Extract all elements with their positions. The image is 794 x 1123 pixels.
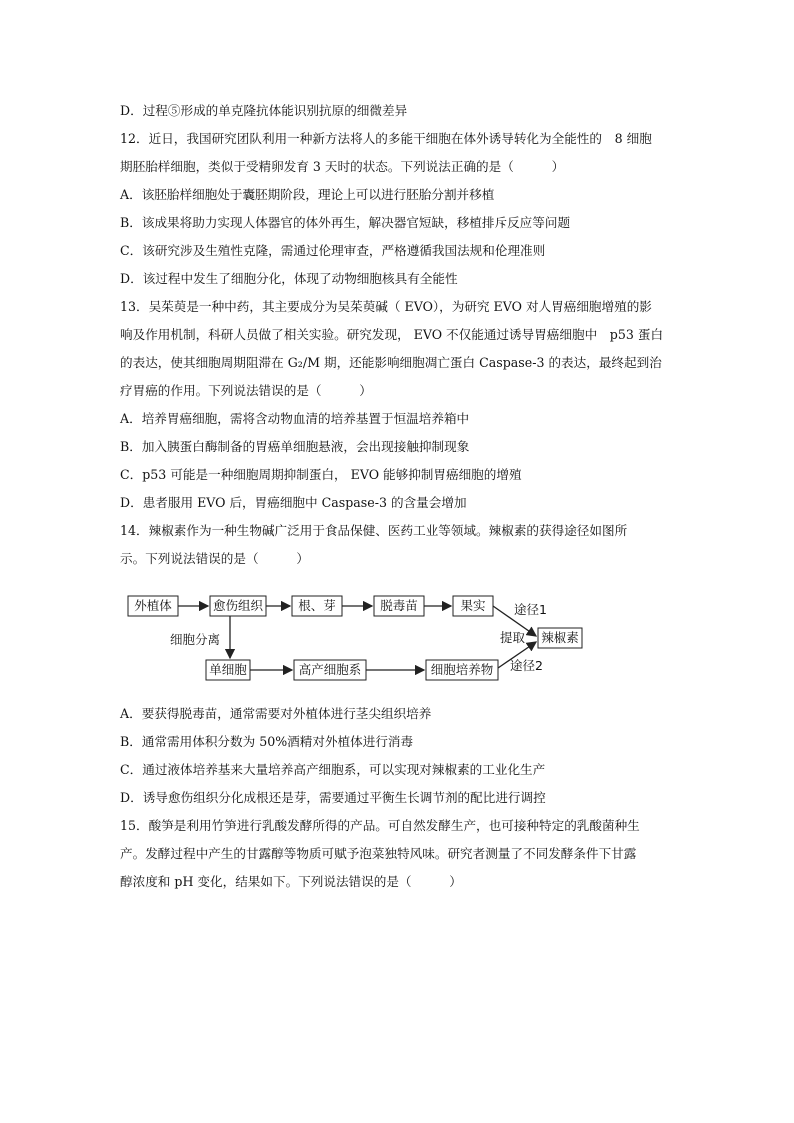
q15-stem-line3: 醇浓度和 pH 变化，结果如下。下列说法错误的是（ ）	[120, 874, 462, 889]
q14-option-b: B．通常需用体积分数为 50%酒精对外植体进行消毒	[120, 734, 414, 749]
svg-text:细胞培养物: 细胞培养物	[430, 662, 494, 677]
q12-stem-line1: 12．近日，我国研究团队利用一种新方法将人的多能干细胞在体外诱导转化为全能性的 8 细胞	[120, 131, 652, 146]
q12-option-d: D．该过程中发生了细胞分化，体现了动物细胞核具有全能性	[120, 271, 458, 286]
q15-stem-line2: 产。发酵过程中产生的甘露醇等物质可赋予泡菜独特风味。研究者测量了不同发酵条件下甘露	[120, 846, 637, 861]
svg-text:单细胞: 单细胞	[209, 662, 247, 677]
node-high-yield-cell-line	[294, 660, 366, 680]
label-route2: 途径2	[510, 658, 543, 673]
q13-option-c: C．p53 可能是一种细胞周期抑制蛋白， EVO 能够抑制胃癌细胞的增殖	[120, 467, 522, 482]
q15-stem-line1: 15．酸笋是利用竹笋进行乳酸发酵所得的产品。可自然发酵生产，也可接种特定的乳酸菌种生	[120, 818, 640, 833]
q13-option-a: A．培养胃癌细胞，需将含动物血清的培养基置于恒温培养箱中	[120, 411, 470, 426]
q11-option-d: D．过程⑤形成的单克隆抗体能识别抗原的细微差异	[120, 103, 408, 118]
q12-option-c: C．该研究涉及生殖性克隆，需通过伦理审查，严格遵循我国法规和伦理准则	[120, 243, 546, 258]
svg-text:果实: 果实	[460, 598, 486, 613]
label-route1: 途径1	[514, 602, 547, 617]
node-explant	[128, 596, 178, 616]
q12-stem-line2: 期胚胎样细胞，类似于受精卵发育 3 天时的状态。下列说法正确的是（ ）	[120, 159, 565, 174]
label-cell-separation: 细胞分离	[170, 632, 221, 647]
label-extract: 提取	[500, 630, 526, 645]
svg-text:外植体: 外植体	[134, 598, 172, 613]
svg-text:高产细胞系: 高产细胞系	[298, 662, 362, 677]
svg-text:愈伤组织: 愈伤组织	[212, 598, 264, 613]
q14-option-d: D．诱导愈伤组织分化成根还是芽，需要通过平衡生长调节剂的配比进行调控	[120, 790, 546, 805]
svg-text:根、芽: 根、芽	[298, 598, 336, 613]
q12-option-a: A．该胚胎样细胞处于囊胚期阶段，理论上可以进行胚胎分割并移植	[120, 187, 495, 202]
q13-option-d: D．患者服用 EVO 后，胃癌细胞中 Caspase-3 的含量会增加	[120, 495, 467, 510]
node-cell-culture-product	[426, 660, 498, 680]
q13-option-b: B．加入胰蛋白酶制备的胃癌单细胞悬液，会出现接触抑制现象	[120, 439, 470, 454]
q13-stem-line3: 的表达，使其细胞周期阻滞在 G₂/M 期，还能影响细胞凋亡蛋白 Caspase-3 的表达，最终起到治	[120, 355, 662, 370]
q13-stem-line4: 疗胃癌的作用。下列说法错误的是（ ）	[120, 383, 372, 398]
svg-text:脱毒苗: 脱毒苗	[380, 598, 418, 613]
capsaicin-pathway-diagram	[120, 588, 590, 688]
node-single-cell	[206, 660, 250, 680]
q13-stem-line2: 响及作用机制，科研人员做了相关实验。研究发现， EVO 不仅能通过诱导胃癌细胞中 p53 蛋白	[120, 327, 664, 342]
svg-text:辣椒素: 辣椒素	[541, 630, 579, 645]
q14-stem-line1: 14．辣椒素作为一种生物碱广泛用于食品保健、医药工业等领域。辣椒素的获得途径如图所	[120, 523, 628, 538]
pathway-svg	[120, 588, 590, 688]
node-capsaicin	[538, 628, 582, 648]
node-root-bud	[292, 596, 342, 616]
node-callus	[210, 596, 266, 616]
q14-stem-line2: 示。下列说法错误的是（ ）	[120, 551, 309, 566]
node-fruit	[453, 596, 493, 616]
node-virus-free-seedling	[374, 596, 424, 616]
q12-option-b: B．该成果将助力实现人体器官的体外再生，解决器官短缺，移植排斥反应等问题	[120, 215, 571, 230]
q14-option-c: C．通过液体培养基来大量培养高产细胞系，可以实现对辣椒素的工业化生产	[120, 762, 546, 777]
q14-option-a: A．要获得脱毒苗，通常需要对外植体进行茎尖组织培养	[120, 706, 432, 721]
q13-stem-line1: 13．吴茱萸是一种中药，其主要成分为吴茱萸碱（ EVO），为研究 EVO 对人胃癌细胞增殖的影	[120, 299, 652, 314]
